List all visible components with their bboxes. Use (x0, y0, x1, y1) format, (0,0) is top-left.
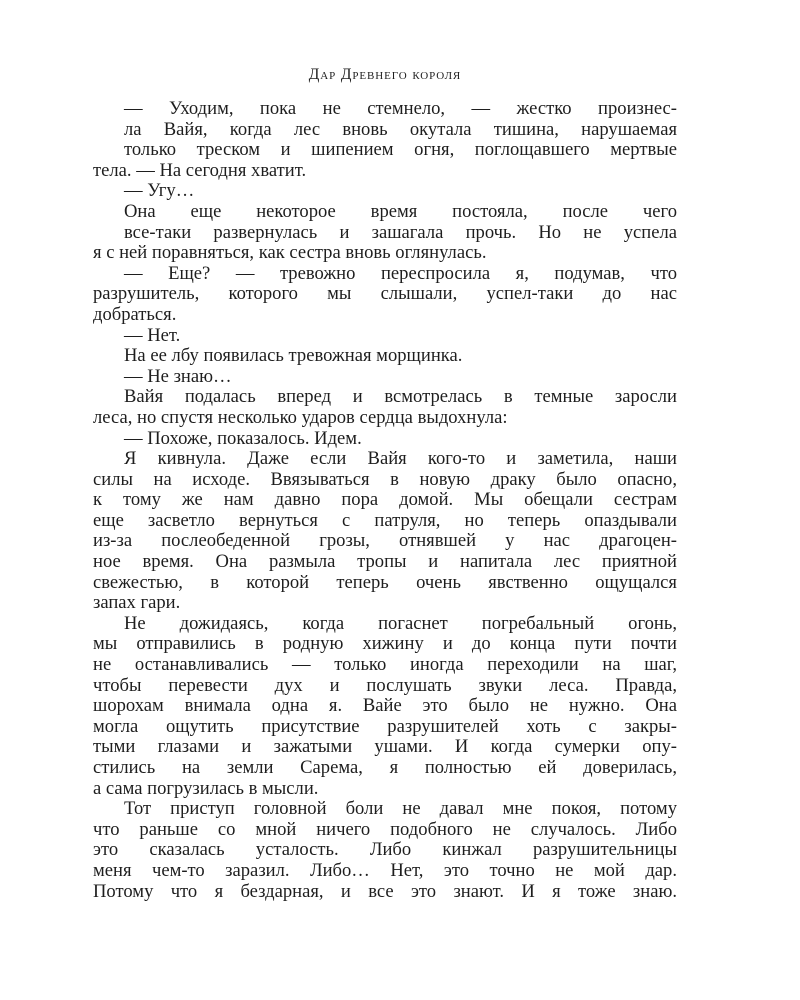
text-line: леса, но спустя несколько ударов сердца выдохнула: (93, 406, 508, 428)
text-line: Тот приступ головной боли не давал мне покоя, потому (124, 798, 677, 820)
text-line: — Нет. (124, 324, 181, 346)
text-line: меня чем-то заразил. Либо… Нет, это точно не мой дар. (93, 859, 677, 881)
text-line: Вайя подалась вперед и всмотрелась в темные заросли (124, 386, 677, 408)
body-text (93, 99, 677, 902)
text-line: добраться. (93, 303, 177, 325)
text-line: запах гари. (93, 592, 181, 614)
text-line: разрушитель, которого мы слышали, успел-таки до нас (93, 283, 677, 305)
text-line: стились на земли Сарема, я полностью ей доверилась, (93, 757, 677, 778)
text-line: ла Вайя, когда лес вновь окутала тишина, нарушаемая (124, 118, 677, 140)
text-line: чтобы перевести дух и послушать звуки леса. Правда, (93, 674, 677, 696)
text-line: я с ней поравняться, как сестра вновь оглянулась. (93, 242, 487, 264)
text-line: Потому что я бездарная, и все это знают. И я тоже знаю. (93, 880, 677, 902)
text-line: к тому же нам давно пора домой. Мы обещали сестрам (93, 489, 677, 511)
text-line: еще засветло вернуться с патруля, но теперь опаздывали (93, 509, 677, 531)
text-line: Она еще некоторое время постояла, после чего (124, 200, 677, 222)
text-line: — Угу… (124, 180, 195, 202)
text-line: силы на исходе. Ввязываться в новую драку было опасно, (93, 468, 677, 490)
text-line: шорохам внимала одна я. Вайе это было не нужно. Она (93, 695, 677, 717)
text-line: Я кивнула. Даже если Вайя кого-то и заметила, наши (124, 448, 677, 470)
text-line: все-таки развернулась и зашагала прочь. Но не успела (124, 221, 677, 243)
text-line: тыми глазами и зажатыми ушами. И когда сумерки опу- (93, 736, 677, 758)
text-line: свежестью, в которой теперь очень явственно ощущался (93, 571, 677, 593)
text-line: из-за послеобеденной грозы, отнявшей у нас драгоцен- (93, 530, 677, 552)
text-line: а сама погрузилась в мысли. (93, 777, 319, 799)
text-line: только треском и шипением огня, поглощавшего мертвые (124, 139, 677, 161)
text-line: — Похоже, показалось. Идем. (124, 427, 362, 449)
text-line: могла ощутить присутствие разрушителей хоть с закры- (93, 715, 677, 737)
text-line: — Уходим, пока не стемнело, — жестко произнес- (124, 98, 677, 119)
running-head: Дар Древнего короля (308, 66, 462, 83)
text-line: ное время. Она размыла тропы и напитала лес приятной (93, 551, 677, 573)
text-line: тела. — На сегодня хватит. (93, 159, 307, 181)
text-line: не останавливались — только иногда переходили на шаг, (93, 654, 677, 676)
text-line: — Не знаю… (124, 365, 232, 387)
text-line: Не дожидаясь, когда погаснет погребальный огонь, (124, 612, 677, 634)
text-line: — Еще? — тревожно переспросила я, подумав, что (124, 262, 677, 284)
text-line: На ее лбу появилась тревожная морщинка. (124, 345, 463, 367)
text-line: мы отправились в родную хижину и до конца пути почти (93, 633, 677, 655)
text-line: что раньше со мной ничего подобного не случалось. Либо (93, 818, 677, 840)
text-line: это сказалась усталость. Либо кинжал разрушительницы (93, 839, 677, 861)
book-page (93, 64, 677, 902)
